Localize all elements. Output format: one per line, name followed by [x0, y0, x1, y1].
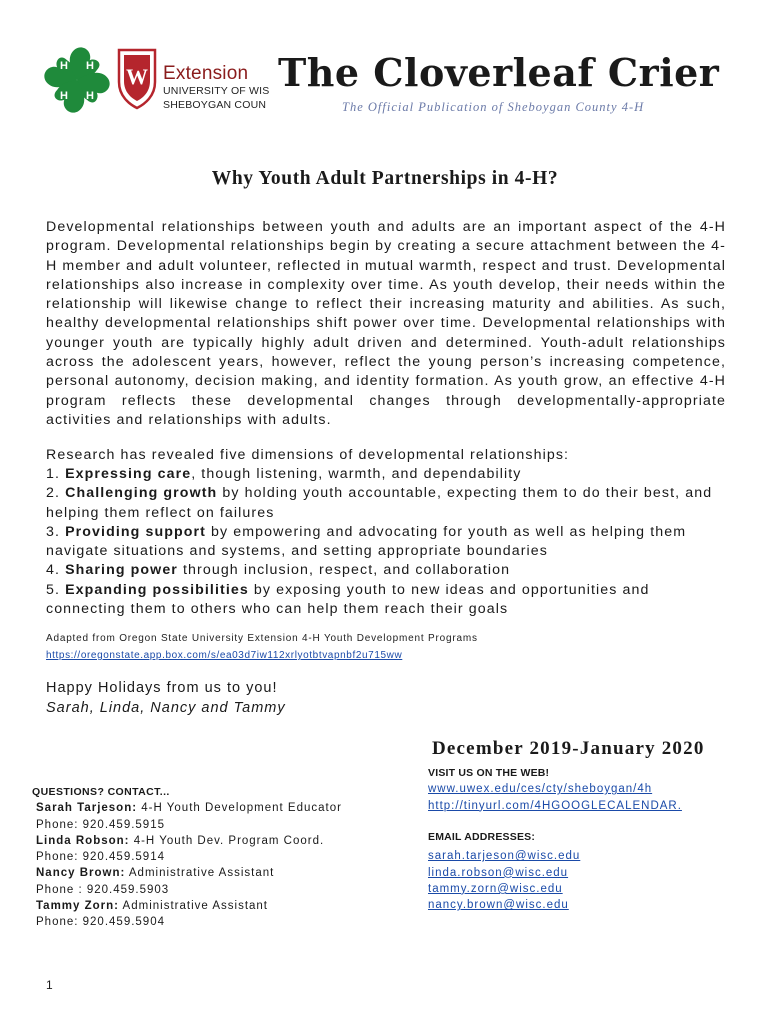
- extension-wordmark: Extension: [163, 63, 249, 84]
- crest-letter: W: [126, 64, 148, 89]
- issue-date: December 2019-January 2020: [432, 738, 705, 759]
- list-item: 1. Expressing care, though listening, warmth, and dependability: [46, 466, 522, 482]
- research-intro: Research has revealed five dimensions of developmental relationships:: [46, 447, 570, 463]
- contact-entry: Sarah Tarjeson: 4-H Youth Development Educator: [36, 802, 342, 815]
- uw-crest-logo: [115, 46, 159, 110]
- email-link[interactable]: linda.robson@wisc.edu: [428, 866, 569, 879]
- clover-h-bottom-left: H: [60, 90, 68, 102]
- dimensions-list: [46, 465, 726, 619]
- contact-entry: Tammy Zorn: Administrative Assistant: [36, 900, 268, 913]
- holiday-greeting: Happy Holidays from us to you!: [46, 680, 278, 696]
- newsletter-title: The Cloverleaf Crier: [278, 50, 720, 95]
- source-link[interactable]: https://oregonstate.app.box.com/s/ea03d7iw112xrlyotbtvapnbf2u715ww: [46, 650, 403, 661]
- clover-h-top-right: H: [86, 60, 94, 72]
- email-heading: EMAIL ADDRESSES:: [428, 831, 536, 843]
- county-website-link[interactable]: www.uwex.edu/ces/cty/sheboygan/4h: [428, 783, 653, 796]
- clover-h-bottom-right: H: [86, 90, 94, 102]
- email-block: [428, 829, 748, 913]
- newsletter-subtitle: The Official Publication of Sheboygan County 4-H: [342, 100, 645, 114]
- web-heading: VISIT US ON THE WEB!: [428, 767, 550, 779]
- contact-phone: Phone : 920.459.5903: [36, 883, 170, 896]
- university-line: UNIVERSITY OF WIS: [163, 85, 270, 97]
- contacts-heading: QUESTIONS? CONTACT...: [32, 786, 170, 798]
- list-item: 5. Expanding possibilities by exposing youth to new ideas and opportunities and connecting them to others who can help them reach their goals: [46, 581, 650, 618]
- page-number: 1: [46, 978, 53, 992]
- article-headline: Why Youth Adult Partnerships in 4-H?: [211, 168, 559, 189]
- signoff-names: Sarah, Linda, Nancy and Tammy: [46, 700, 286, 716]
- email-link[interactable]: sarah.tarjeson@wisc.edu: [428, 850, 581, 863]
- contact-phone: Phone: 920.459.5914: [36, 851, 165, 864]
- list-item: 2. Challenging growth by holding youth accountable, expecting them to do their best, and helping them reflect on failures: [46, 485, 713, 521]
- contact-phone: Phone: 920.459.5904: [36, 916, 165, 929]
- list-item: 3. Providing support by empowering and advocating for youth as well as helping them navigate situations and systems, and setting appropriate boundaries: [46, 523, 687, 560]
- list-item: 4. Sharing power through inclusion, respect, and collaboration: [46, 562, 511, 579]
- contact-phone: Phone: 920.459.5915: [36, 818, 165, 831]
- calendar-link[interactable]: http://tinyurl.com/4HGOOGLECALENDAR.: [428, 799, 682, 812]
- contacts-block: [32, 784, 366, 931]
- email-link[interactable]: nancy.brown@wisc.edu: [428, 899, 569, 912]
- county-line: SHEBOYGAN COUN: [163, 99, 267, 111]
- web-links-block: [428, 765, 748, 814]
- 4h-clover-logo: [44, 47, 110, 115]
- contact-entry: Nancy Brown: Administrative Assistant: [36, 867, 275, 880]
- email-link[interactable]: tammy.zorn@wisc.edu: [428, 882, 563, 895]
- article-paragraph: Developmental relationships between youth and adults are an important aspect of the 4-H program. Developmental relationships begin by creating a secure attachment between the 4-H member and adult volunteer, reflected in mutual warmth, respect and trust. Developmental relationships also increase in complexity over time. As youth develop, their needs within the relationship will likewise change to reflect their increasing maturity and abilities. As such, healthy developmental relationships shift power over time. Developmental relationships with younger youth are typically highly adult driven and determined. Youth-adult relationships across the adolescent years, however, reflect the young person’s increasing competence, personal autonomy, decision making, and identity formation. As youth grow, an effective 4-H program reflects these developmental changes through developmentally-appropriate activities and relationships with adults.: [46, 219, 726, 428]
- clover-h-top-left: H: [60, 60, 68, 72]
- contact-entry: Linda Robson: 4-H Youth Dev. Program Coord.: [36, 834, 325, 847]
- source-credit: Adapted from Oregon State University Extension 4-H Youth Development Programs: [46, 633, 478, 644]
